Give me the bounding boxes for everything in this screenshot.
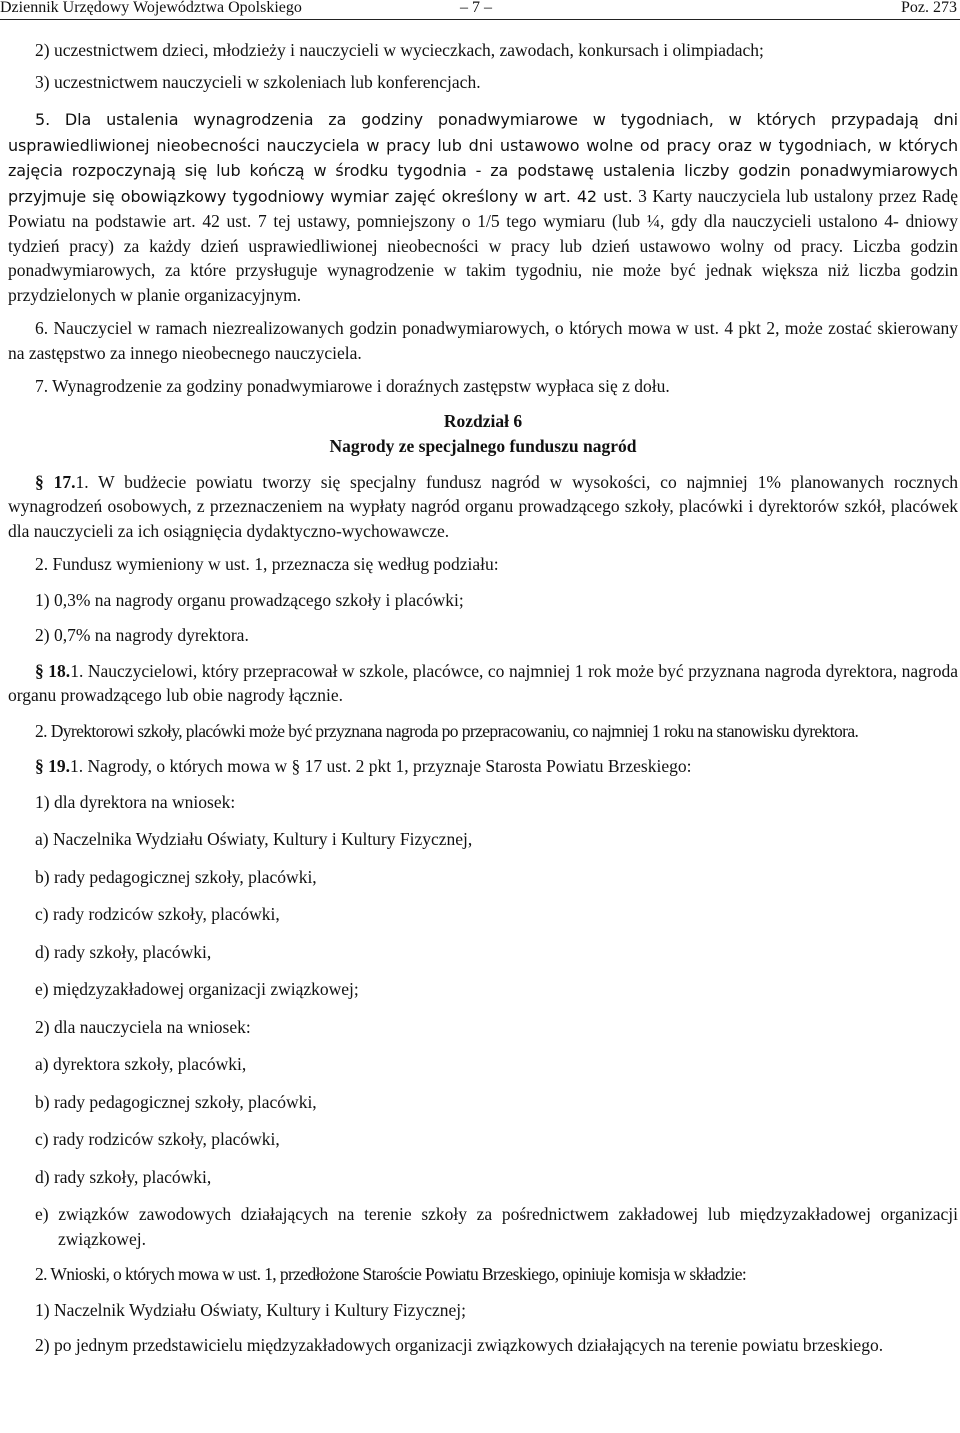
section-19-item-2-c: c) rady rodziców szkoły, placówki, (35, 1129, 280, 1149)
section-18-text-1: 1. Nauczycielowi, który przepracował w szkole, placówce, co najmniej 1 rok może być przyznana nagroda dyrektora, nagroda organu prowadzącego lub obie nagrody łącznie. (8, 660, 958, 705)
journal-title: Dziennik Urzędowy Województwa Opolskiego (0, 0, 302, 16)
section-17-paragraph-2: 2. Fundusz wymieniony w ust. 1, przeznacza się według podziału: (35, 554, 499, 574)
section-19-paragraph-1 (8, 754, 958, 779)
section-19-committee-1: 1) Naczelnik Wydziału Oświaty, Kultury i Kultury Fizycznej; (35, 1299, 466, 1320)
chapter-title: Nagrody ze specjalnego funduszu nagród (329, 435, 637, 456)
paragraph-5-part-a: 5. Dla ustalenia wynagrodzenia za godziny ponadwymiarowe w tygodniach, w których przypadają dni usprawiedliwionej nieobecności nauczyciela w pracy lub dni ustawowo wolne od pracy oraz w tygodniach, w których zajęcia rozpoczynają się lub kończą w środku tygodnia - za podstawę ustalenia liczby godzin ponadwymiarowych przyjmuje się obowiązkowy tygodniowy wymiar zajęć określony w art. 42 ust. (8, 110, 958, 206)
section-19-item-1-a: a) Naczelnika Wydziału Oświaty, Kultury i Kultury Fizycznej, (35, 829, 473, 849)
section-17-paragraph-1 (8, 470, 958, 544)
section-17-item-2: 2) 0,7% na nagrody dyrektora. (35, 625, 249, 645)
section-18-paragraph-1 (8, 659, 958, 708)
section-17-text-1: 1. W budżecie powiatu tworzy się specjalny fundusz nagród w wysokości, co najmniej 1% planowanych rocznych wynagrodzeń osobowych, z przeznaczeniem na wypłaty nagród organu prowadzącego szkoły, placówki i dyrektorów szkół, placówek dla nauczycieli za ich osiągnięcia dydaktyczno-wychowawcze. (8, 471, 959, 541)
paragraph-6: 6. Nauczyciel w ramach niezrealizowanych godzin ponadwymiarowych, o których mowa w ust. 4 pkt 2, może zostać skierowany na zastępstwo za innego nieobecnego nauczyciela. (8, 318, 958, 363)
header-divider (0, 19, 960, 20)
chapter-number: Rozdział 6 (443, 410, 523, 431)
section-19-text-1: 1. Nagrody, o których mowa w § 17 ust. 2 pkt 1, przyznaje Starosta Powiatu Brzeskiego: (70, 756, 692, 776)
list-item-2: 2) uczestnictwem dzieci, młodzieży i nauczycieli w wycieczkach, zawodach, konkursach i olimpiadach; (35, 40, 764, 60)
section-19-committee-2: 2) po jednym przedstawicielu międzyzakładowych organizacji związkowych działających na terenie powiatu brzeskiego. (35, 1335, 884, 1355)
paragraph-5 (8, 107, 958, 307)
section-19-item-1: 1) dla dyrektora na wniosek: (35, 791, 236, 812)
position-number: Poz. 273 (901, 0, 957, 16)
section-18-number: § 18. (35, 660, 71, 681)
page-number: – 7 – (460, 0, 492, 16)
page-header (0, 0, 960, 18)
section-19-item-1-b: b) rady pedagogicznej szkoły, placówki, (35, 866, 317, 887)
section-19-item-1-e: e) międzyzakładowej organizacji związkowej; (35, 979, 359, 999)
section-19-item-1-c: c) rady rodziców szkoły, placówki, (35, 904, 280, 924)
section-19-item-2: 2) dla nauczyciela na wniosek: (35, 1016, 251, 1037)
section-19-paragraph-2: 2. Wnioski, o których mowa w ust. 1, przedłożone Staroście Powiatu Brzeskiego, opiniuje komisja w składzie: (35, 1264, 747, 1284)
section-19-item-2-b: b) rady pedagogicznej szkoły, placówki, (35, 1091, 317, 1112)
list-item-3: 3) uczestnictwem nauczycieli w szkoleniach lub konferencjach. (35, 71, 481, 92)
document-body (8, 38, 958, 1358)
paragraph-5-part-b: 3 Karty nauczyciela lub ustalony przez Radę Powiatu na podstawie art. 42 ust. 7 tej ustawy, pomniejszony o 1/5 tego wymiaru (lub ¼, gdy dla nauczycieli ustalono 4- dniowy tydzień pracy) za każdy dzień usprawiedliwionej nieobecności w pracy lub dzień ustawowo wolny od pracy. Liczba godzin ponadwymiarowych, za które przysługuje wynagrodzenie w takim tygodniu, nie może być jednak większa niż liczba godzin przydzielonych w planie organizacyjnym. (8, 185, 959, 305)
section-17-item-1: 1) 0,3% na nagrody organu prowadzącego szkoły i placówki; (35, 589, 464, 610)
section-19-number: § 19. (35, 756, 70, 776)
section-17-number: § 17. (35, 471, 76, 492)
section-19-item-1-d: d) rady szkoły, placówki, (35, 941, 212, 962)
chapter-heading (8, 409, 958, 459)
section-19-item-2-e: e) związków zawodowych działających na terenie szkoły za pośrednictwem zakładowej lub międzyzakładowej organizacji związkowej. (35, 1204, 958, 1249)
section-18-paragraph-2: 2. Dyrektorowi szkoły, placówki może być przyznana nagroda po przepracowaniu, co najmniej 1 roku na stanowisku dyrektora. (35, 720, 859, 741)
section-19-item-2-a: a) dyrektora szkoły, placówki, (35, 1054, 247, 1074)
section-19-item-2-d: d) rady szkoły, placówki, (35, 1166, 212, 1187)
paragraph-7: 7. Wynagrodzenie za godziny ponadwymiarowe i doraźnych zastępstw wypłaca się z dołu. (35, 376, 670, 396)
